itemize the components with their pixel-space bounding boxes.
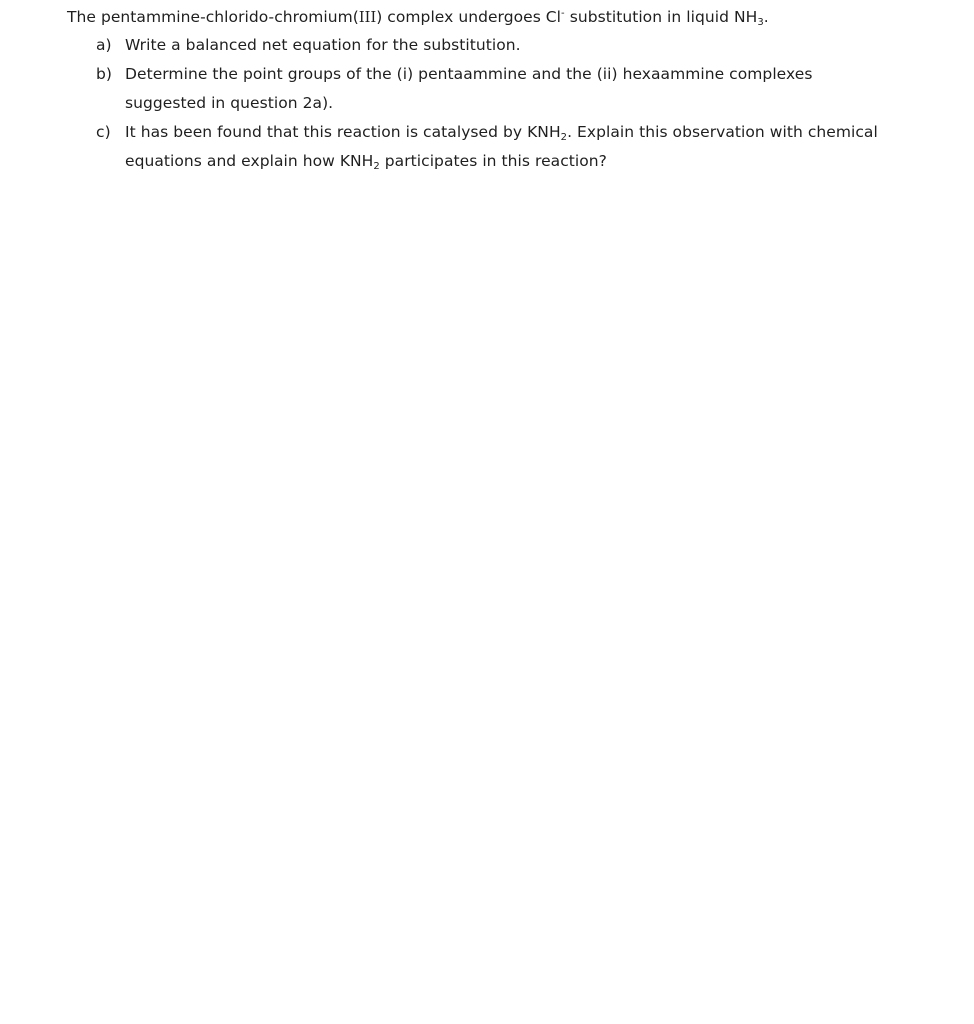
question-c-line-2	[125, 147, 945, 176]
question-b-line-2: suggested in question 2a).	[125, 94, 334, 112]
question-intro	[67, 6, 769, 29]
question-c-body	[125, 118, 945, 176]
question-c-line-2-prefix: equations and explain how KNH	[125, 152, 374, 170]
question-c-line-1	[125, 118, 945, 147]
chloride-charge: -	[561, 8, 565, 19]
knh2-subscript-2: 2	[373, 161, 380, 172]
intro-after-charge: substitution in liquid NH	[564, 8, 758, 26]
intro-middle: ) complex undergoes Cl	[376, 8, 562, 26]
question-c-line-2-suffix: participates in this reaction?	[379, 152, 607, 170]
question-c-marker: c)	[96, 123, 111, 141]
question-a-line-1: Write a balanced net equation for the substitution.	[125, 36, 521, 54]
question-b-body	[125, 60, 945, 118]
question-b-marker: b)	[96, 65, 112, 83]
intro-oxidation-state: III	[358, 10, 377, 26]
question-a-marker: a)	[96, 36, 112, 54]
knh2-subscript: 2	[560, 132, 568, 143]
intro-prefix: The pentammine-chlorido-chromium(	[67, 8, 359, 26]
question-c-line-1-suffix: . Explain this observation with chemical	[567, 123, 878, 141]
nh3-subscript: 3	[757, 17, 764, 28]
question-a-body	[125, 31, 945, 60]
question-c-line-1-prefix: It has been found that this reaction is catalysed by KNH	[125, 123, 561, 141]
intro-suffix: .	[763, 8, 769, 26]
question-b-line-1: Determine the point groups of the (i) pentaammine and the (ii) hexaammine complexes	[125, 65, 813, 83]
